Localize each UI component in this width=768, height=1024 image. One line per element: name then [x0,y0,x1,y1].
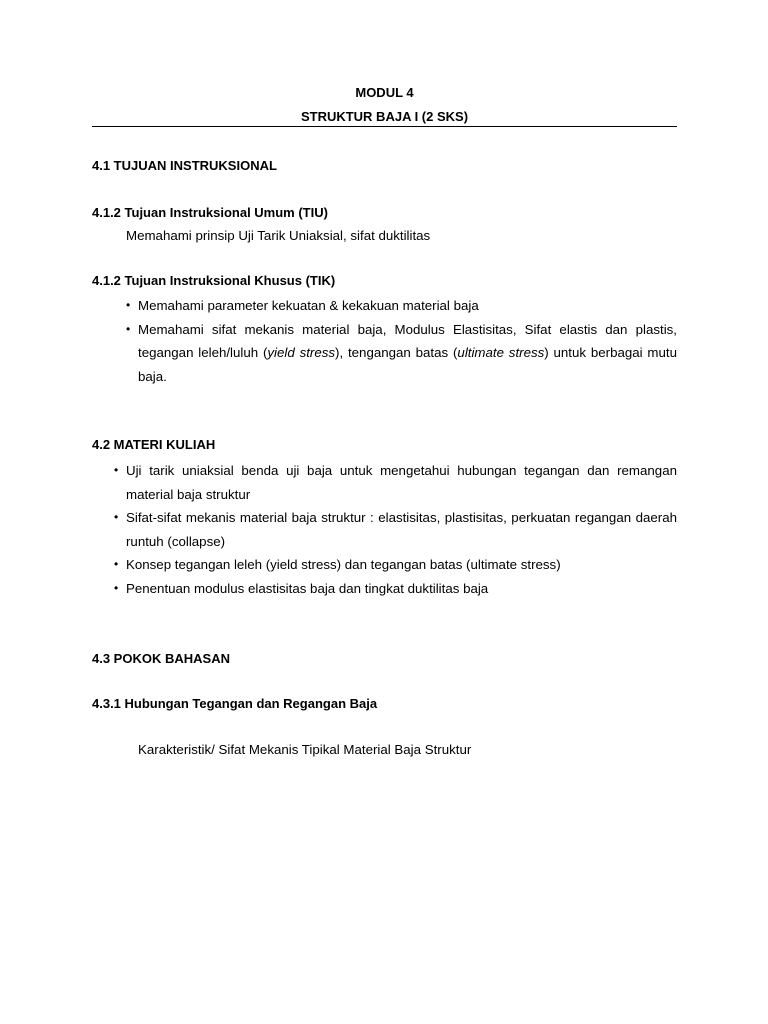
module-subtitle: STRUKTUR BAJA I (2 SKS) [300,109,469,124]
list-item-text: Penentuan modulus elastisitas baja dan tingkat duktilitas baja [126,580,489,596]
bullet-icon: • [114,580,119,595]
module-title: MODUL 4 [355,85,414,100]
list-item [114,553,677,577]
list-item [114,577,677,601]
section-heading-4-3: 4.3 POKOK BAHASAN [92,651,230,666]
list-item-text: Uji tarik uniaksial benda uji baja untuk mengetahui hubungan tegangan dan remangan material baja struktur [126,463,677,502]
tik-list [126,294,677,388]
list-item-text: Memahami parameter kekuatan & kekakuan material baja [138,298,479,313]
tiu-text: Memahami prinsip Uji Tarik Uniaksial, sifat duktilitas [126,228,431,243]
list-item-text: Memahami sifat mekanis material baja, Modulus Elastisitas, Sifat elastis dan plastis, tegangan leleh/luluh ( [138,321,677,360]
bullet-icon: • [114,510,119,524]
bullet-icon: • [126,321,131,336]
list-item-text: Konsep tegangan leleh (yield stress) dan tegangan batas (ultimate stress) [126,557,561,572]
list-item [126,318,677,389]
title-divider [92,126,677,127]
list-item-term: ultimate stress [457,345,545,360]
list-item-text: ) untuk berbagai mutu baja. [138,345,677,384]
list-item [114,459,677,506]
bullet-icon: • [114,557,119,571]
bullet-icon: • [126,298,131,312]
section-heading-tik: 4.1.2 Tujuan Instruksional Khusus (TIK) [92,273,336,288]
bullet-icon: • [114,463,119,477]
list-item-text: ), tengangan batas ( [335,345,458,360]
section-heading-4-3-1: 4.3.1 Hubungan Tegangan dan Regangan Baja [92,696,378,711]
section-heading-tiu: 4.1.2 Tujuan Instruksional Umum (TIU) [92,205,328,220]
list-item-text: Sifat-sifat mekanis material baja struktur : elastisitas, plastisitas, perkuatan regangan daerah runtuh (collapse) [126,510,677,549]
list-item-term: yield stress [267,345,336,360]
list-item [126,294,677,318]
materi-list [114,459,677,600]
section-heading-4-2: 4.2 MATERI KULIAH [92,437,216,452]
section-heading-4-1: 4.1 TUJUAN INSTRUKSIONAL [92,158,277,173]
list-item [114,506,677,553]
subsection-caption: Karakteristik/ Sifat Mekanis Tipikal Material Baja Struktur [138,742,472,757]
